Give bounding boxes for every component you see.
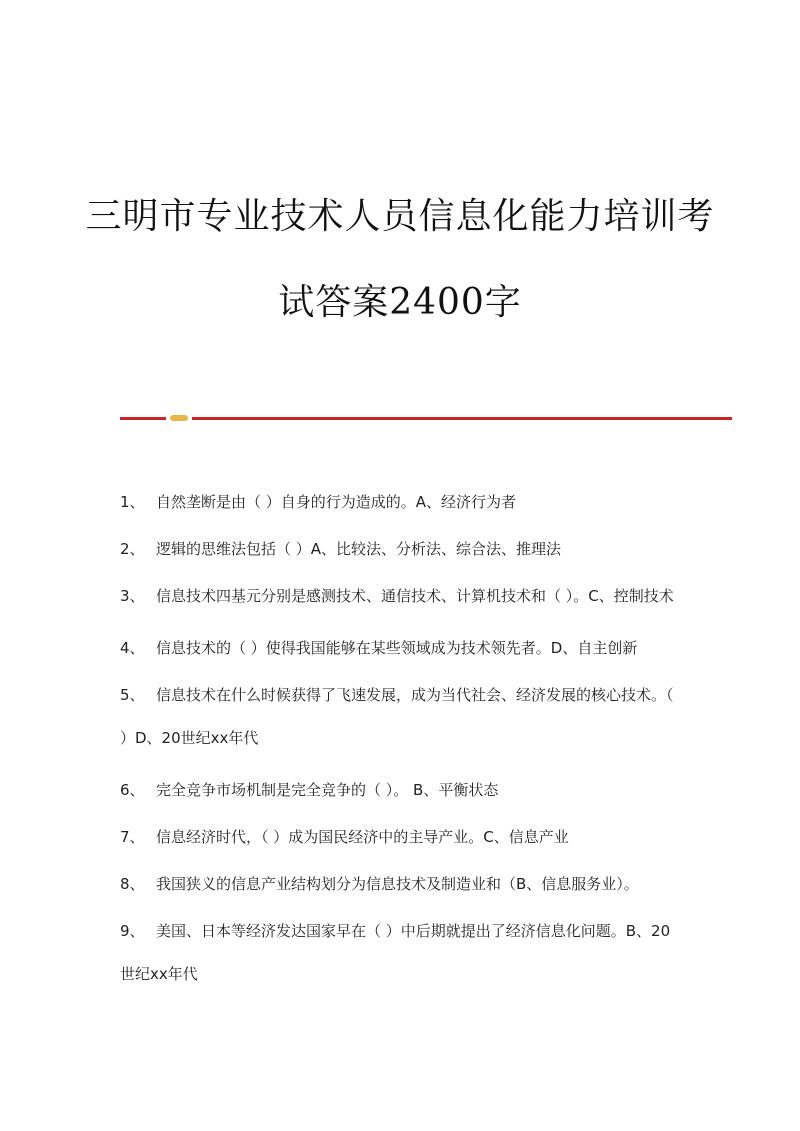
item-number: 6、 <box>120 781 145 799</box>
list-item <box>120 778 685 803</box>
divider-bar-left <box>120 417 166 420</box>
list-item <box>120 636 685 661</box>
question-list <box>120 490 685 1000</box>
item-text: 我国狭义的信息产业结构划分为信息技术及制造业和（B、信息服务业）。 <box>156 875 639 893</box>
list-item <box>120 537 685 562</box>
item-text: 信息技术的（ ）使得我国能够在某些领域成为技术领先者。D、自主创新 <box>156 639 638 657</box>
item-number: 3、 <box>120 587 145 605</box>
item-text: 信息经济时代，（ ）成为国民经济中的主导产业。C、信息产业 <box>156 828 569 846</box>
document-title-line-2: 试答案2400字 <box>278 282 522 323</box>
list-item <box>120 674 685 760</box>
item-number: 5、 <box>120 686 145 704</box>
list-item <box>120 910 685 996</box>
list-item <box>120 872 685 897</box>
item-text: 美国、日本等经济发达国家早在（ ）中后期就提出了经济信息化问题。B、20世纪xx年代 <box>120 922 671 983</box>
item-number: 9、 <box>120 922 145 940</box>
title-divider <box>120 414 732 422</box>
list-item <box>120 825 685 850</box>
list-item <box>120 575 685 618</box>
item-text: 信息技术在什么时候获得了飞速发展，成为当代社会、经济发展的核心技术。（ ）D、20世纪xx年代 <box>120 686 674 747</box>
divider-bar-right <box>192 417 732 420</box>
item-number: 7、 <box>120 828 145 846</box>
list-item <box>120 490 685 515</box>
item-number: 8、 <box>120 875 145 893</box>
document-title-line-1: 三明市专业技术人员信息化能力培训考 <box>85 196 715 237</box>
item-text: 完全竞争市场机制是完全竞争的（ ）。 B、平衡状态 <box>156 781 499 799</box>
item-number: 1、 <box>120 493 145 511</box>
divider-ornament-icon <box>170 415 188 421</box>
item-number: 2、 <box>120 540 145 558</box>
item-number: 4、 <box>120 639 145 657</box>
item-text: 自然垄断是由（ ）自身的行为造成的。A、经济行为者 <box>156 493 517 511</box>
item-text: 信息技术四基元分别是感测技术、通信技术、计算机技术和（ ）。C、控制技术 <box>156 587 674 605</box>
item-text: 逻辑的思维法包括（ ）A、比较法、分析法、综合法、推理法 <box>156 540 562 558</box>
